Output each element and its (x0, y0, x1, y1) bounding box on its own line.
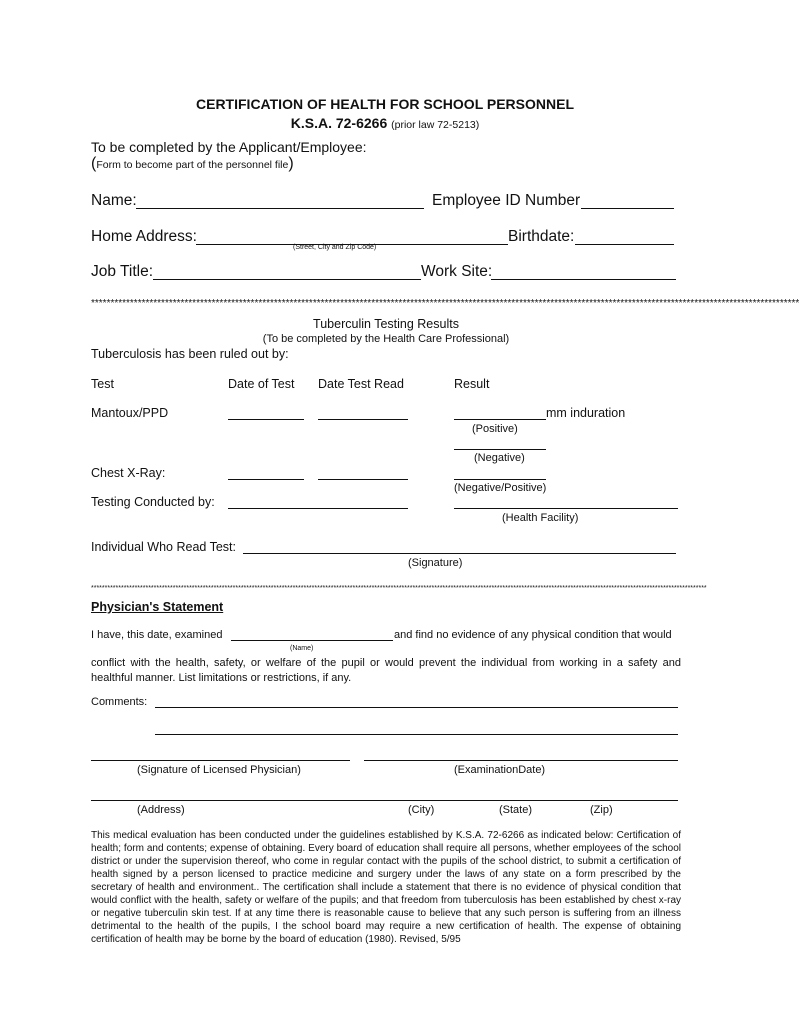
examined-prefix: I have, this date, examined (91, 629, 223, 641)
col-result: Result (454, 377, 490, 391)
work-site-field[interactable] (491, 279, 676, 280)
job-title-label: Job Title: (91, 263, 154, 280)
star-separator: ************************************************************************************************************************************************************************************** (91, 298, 799, 309)
home-address-label: Home Address: (91, 228, 197, 245)
health-facility-field[interactable] (454, 508, 678, 509)
negative-label: (Negative) (474, 452, 525, 464)
name-label: Name: (91, 192, 137, 209)
statute-prior: (prior law 72-5213) (391, 119, 480, 131)
birthdate-label: Birthdate: (508, 228, 575, 245)
xray-result-field[interactable] (454, 479, 546, 480)
comments-field-2[interactable] (155, 734, 678, 735)
testing-by-field[interactable] (228, 508, 408, 509)
col-test: Test (91, 377, 114, 391)
comments-field-1[interactable] (155, 707, 678, 708)
reader-signature-label: (Signature) (408, 557, 463, 569)
tb-subtitle: (To be completed by the Health Care Professional) (262, 333, 510, 345)
xray-read-field[interactable] (318, 479, 408, 480)
chest-xray-label: Chest X-Ray: (91, 466, 166, 480)
negative-result-field[interactable] (454, 449, 546, 450)
address-label: (Address) (137, 804, 185, 816)
physician-signature-field[interactable] (91, 760, 350, 761)
mm-induration: mm induration (546, 406, 626, 420)
col-date-of-test: Date of Test (228, 377, 295, 391)
legal-paragraph: This medical evaluation has been conducted under the guidelines established by K.S.A. 72-6266 as indicated below: Certification of health; form and contents; expense of obtaining. Every board of education shall require all persons, whether employees of the school district or under the supervision thereof, who come in regular contact with the pupils of the school district, to submit a certification of health signed by a person licensed to practice medicine and surgery under the laws of any state on a form prescribed by the secretary of health and environment.. The certification shall include a statement that there is no evidence of physical condition that would conflict with the health, safety or welfare of the pupils; and that freedom from tuberculosis has been established by chest x-ray or negative tuberculin skin test. If at any time there is reasonable cause to believe that any such person is suffering from an illness detrimental to the health of the pupils, I the school board may require a new certification of health. The expense of obtaining certification of health may be borne by the board of education (1980). Revised, 5/95 (91, 830, 681, 945)
state-label: (State) (499, 804, 533, 816)
physician-signature-label: (Signature of Licensed Physician) (137, 764, 301, 776)
page-title: CERTIFICATION OF HEALTH FOR SCHOOL PERSONNEL (196, 96, 574, 112)
mantoux-result-field[interactable] (454, 419, 546, 420)
examined-name-field[interactable] (231, 640, 393, 641)
reader-label: Individual Who Read Test: (91, 540, 236, 554)
testing-by-label: Testing Conducted by: (91, 495, 215, 509)
employee-id-label: Employee ID Number (432, 192, 581, 209)
address-field[interactable] (91, 800, 678, 801)
neg-pos-label: (Negative/Positive) (454, 482, 547, 494)
address-hint: (Street, City and Zip Code) (293, 244, 377, 251)
comments-label: Comments: (91, 696, 148, 708)
physician-heading: Physician's Statement (91, 600, 224, 614)
exam-date-field[interactable] (364, 760, 678, 761)
xray-date-field[interactable] (228, 479, 304, 480)
exam-date-label: (ExaminationDate) (454, 764, 546, 776)
work-site-label: Work Site: (421, 263, 493, 280)
name-field[interactable] (136, 208, 424, 209)
star-separator-2: ********************************************************************************************************************************************************************************************************************************** (91, 585, 707, 592)
mantoux-read-field[interactable] (318, 419, 408, 420)
intro-note: (Form to become part of the personnel file) (91, 155, 294, 172)
statement-continued: conflict with the health, safety, or welfare of the pupil or would prevent the individual from working in a safety and healthful manner. List limitations or restrictions, if any. (91, 657, 681, 684)
city-label: (City) (408, 804, 435, 816)
mantoux-label: Mantoux/PPD (91, 406, 169, 420)
statute-main: K.S.A. 72-6266 (290, 115, 388, 131)
examined-suffix: and find no evidence of any physical condition that would (394, 629, 672, 641)
col-date-test-read: Date Test Read (318, 377, 404, 391)
intro-text: To be completed by the Applicant/Employee: (91, 139, 367, 155)
reader-signature-field[interactable] (243, 553, 676, 554)
statute-line (0, 115, 770, 131)
tb-ruled-out: Tuberculosis has been ruled out by: (91, 347, 289, 361)
job-title-field[interactable] (153, 279, 421, 280)
tb-title: Tuberculin Testing Results (313, 317, 459, 331)
positive-label: (Positive) (472, 423, 518, 435)
name-hint: (Name) (290, 645, 314, 652)
employee-id-field[interactable] (581, 208, 674, 209)
zip-label: (Zip) (590, 804, 613, 816)
birthdate-field[interactable] (575, 244, 674, 245)
mantoux-date-field[interactable] (228, 419, 304, 420)
health-facility-label: (Health Facility) (502, 512, 579, 524)
